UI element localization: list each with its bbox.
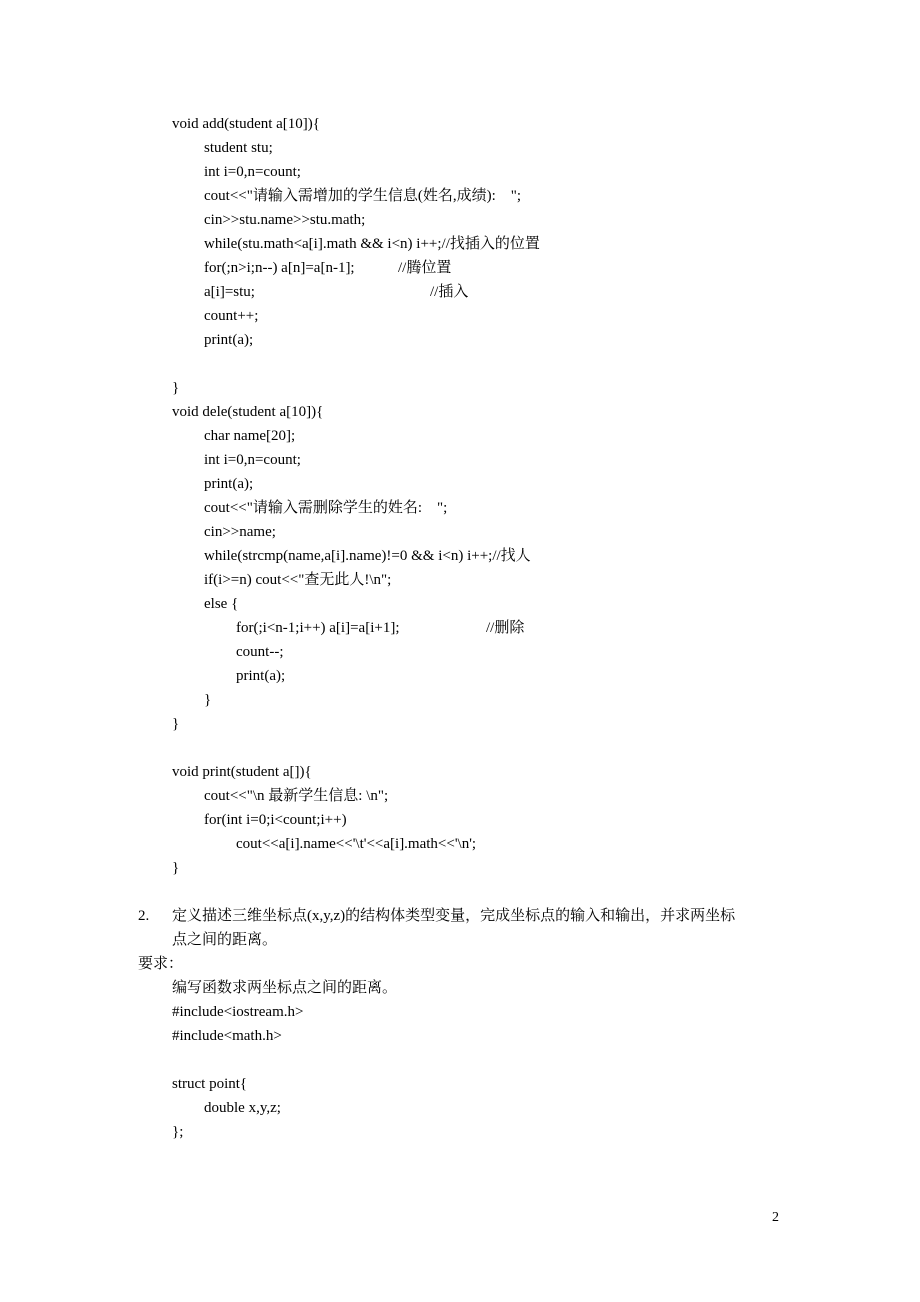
code-line: print(a); [236, 668, 286, 684]
code-line: for(;n>i;n--) a[n]=a[n-1]; [204, 260, 355, 276]
code-line: if(i>=n) cout<<"查无此人!\n"; [204, 572, 392, 588]
question-text: 点之间的距离。 [172, 932, 278, 948]
code-line: cout<<"请输入需增加的学生信息(姓名,成绩): "; [204, 188, 522, 204]
code-line: int i=0,n=count; [204, 452, 301, 468]
code-line: print(a); [204, 476, 254, 492]
code-line: #include<math.h> [172, 1028, 282, 1044]
code-line: while(strcmp(name,a[i].name)!=0 && i<n) i++;//找人 [204, 548, 531, 564]
code-line: cout<<a[i].name<<'\t'<<a[i].math<<'\n'; [236, 836, 477, 852]
code-line: }; [172, 1124, 184, 1140]
code-line: #include<iostream.h> [172, 1004, 304, 1020]
code-line: int i=0,n=count; [204, 164, 301, 180]
code-comment: //腾位置 [398, 260, 452, 276]
code-line: } [172, 380, 180, 396]
code-line: cout<<"请输入需删除学生的姓名: "; [204, 500, 448, 516]
code-line: a[i]=stu; [204, 284, 255, 300]
question-text: 定义描述三维坐标点(x,y,z)的结构体类型变量，完成坐标点的输入和输出，并求两坐标 [172, 908, 736, 924]
code-line: cin>>stu.name>>stu.math; [204, 212, 366, 228]
code-line: double x,y,z; [204, 1100, 281, 1116]
code-comment: //插入 [430, 284, 469, 300]
requirement-label: 要求： [138, 956, 184, 972]
code-line: print(a); [204, 332, 254, 348]
code-line: void add(student a[10]){ [172, 116, 320, 132]
code-line: student stu; [204, 140, 273, 156]
code-line: count--; [236, 644, 284, 660]
question-number: 2. [138, 908, 150, 924]
code-line: void dele(student a[10]){ [172, 404, 324, 420]
code-line: while(stu.math<a[i].math && i<n) i++;//找插入的位置 [204, 236, 540, 252]
code-comment: //删除 [486, 620, 525, 636]
code-line: else { [204, 596, 239, 612]
code-line: for(;i<n-1;i++) a[i]=a[i+1]; [236, 620, 400, 636]
code-line: } [204, 692, 212, 708]
requirement-text: 编写函数求两坐标点之间的距离。 [172, 980, 398, 996]
code-line: cin>>name; [204, 524, 276, 540]
code-line: } [172, 860, 180, 876]
code-line: count++; [204, 308, 259, 324]
code-line: cout<<"\n 最新学生信息: \n"; [204, 788, 389, 804]
code-line: char name[20]; [204, 428, 296, 444]
code-line: void print(student a[]){ [172, 764, 312, 780]
code-line: for(int i=0;i<count;i++) [204, 812, 347, 828]
page-number: 2 [772, 1210, 779, 1225]
code-line: struct point{ [172, 1076, 248, 1092]
code-line: } [172, 716, 180, 732]
